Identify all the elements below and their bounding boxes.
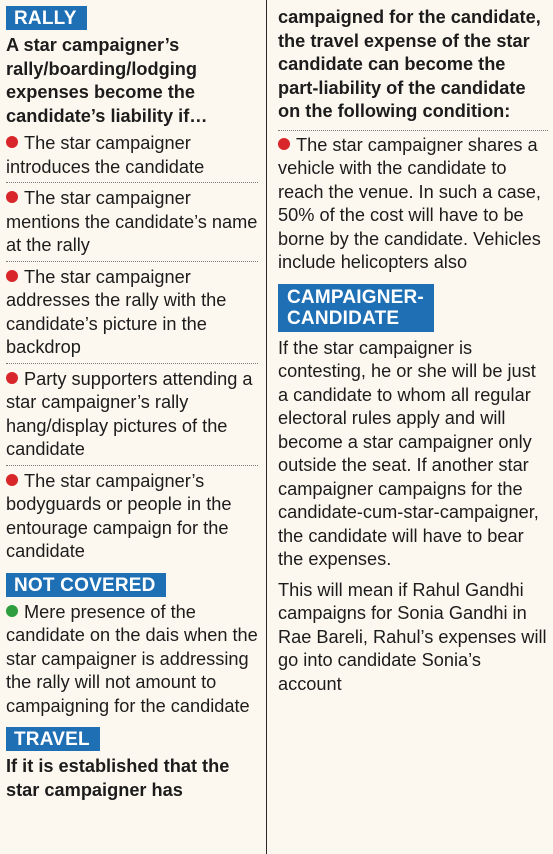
travel-section: [6, 727, 258, 802]
red-bullet-icon: [6, 372, 18, 384]
travel-intro-continued: campaigned for the candidate, the travel expense of the star candidate can become the part-liability of the candidate on the following condition:: [278, 7, 541, 121]
campaigner-candidate-paragraph-2: This will mean if Rahul Gandhi campaigns for Sonia Gandhi in Rae Bareli, Rahul’s expenses will go into candidate Sonia’s account: [278, 579, 547, 694]
campaigner-candidate-section: [278, 284, 548, 697]
red-bullet-icon: [278, 138, 290, 150]
not-covered-section: [6, 573, 258, 722]
list-item: The star campaigner addresses the rally with the candidate’s picture in the backdrop: [6, 265, 258, 364]
left-column: [6, 0, 258, 802]
list-item: The star campaigner’s bodyguards or people in the entourage campaign for the candidate: [6, 470, 232, 561]
list-item: The star campaigner mentions the candidate’s name at the rally: [6, 186, 258, 262]
right-column: [278, 0, 548, 696]
list-item: The star campaigner introduces the candidate: [6, 131, 258, 183]
red-bullet-icon: [6, 270, 18, 282]
travel-intro: If it is established that the star campaigner has: [6, 756, 230, 800]
list-item: The star campaigner shares a vehicle with the candidate to reach the venue. In such a case, 50% of the cost will have to be borne by the candidate. Vehicles include helicopters also: [278, 130, 548, 278]
rally-section: [6, 6, 258, 567]
rally-intro: A star campaigner’s rally/boarding/lodging expenses become the candidate’s liability if…: [6, 35, 208, 126]
travel-tag: TRAVEL: [6, 727, 100, 751]
red-bullet-icon: [6, 474, 18, 486]
green-bullet-icon: [6, 605, 18, 617]
column-divider: [266, 0, 267, 854]
campaigner-candidate-paragraph-1: If the star campaigner is contesting, he or she will be just a candidate to whom all regular electoral rules apply and will become a star campaigner only outside the seat. If another star campaigner campaigns for the candidate-cum-star-campaigner, the candidate will have to bear the expenses.: [278, 337, 539, 569]
rally-tag: RALLY: [6, 6, 87, 30]
red-bullet-icon: [6, 136, 18, 148]
rally-list: [6, 131, 258, 567]
not-covered-tag: NOT COVERED: [6, 573, 166, 597]
list-item: Mere presence of the candidate on the dais when the star campaigner is addressing the rally will not amount to campaigning for the candidate: [6, 601, 258, 716]
campaigner-candidate-tag: CAMPAIGNER- CANDIDATE: [278, 284, 434, 332]
list-item: Party supporters attending a star campaigner’s rally hang/display pictures of the candidate: [6, 367, 258, 466]
red-bullet-icon: [6, 191, 18, 203]
